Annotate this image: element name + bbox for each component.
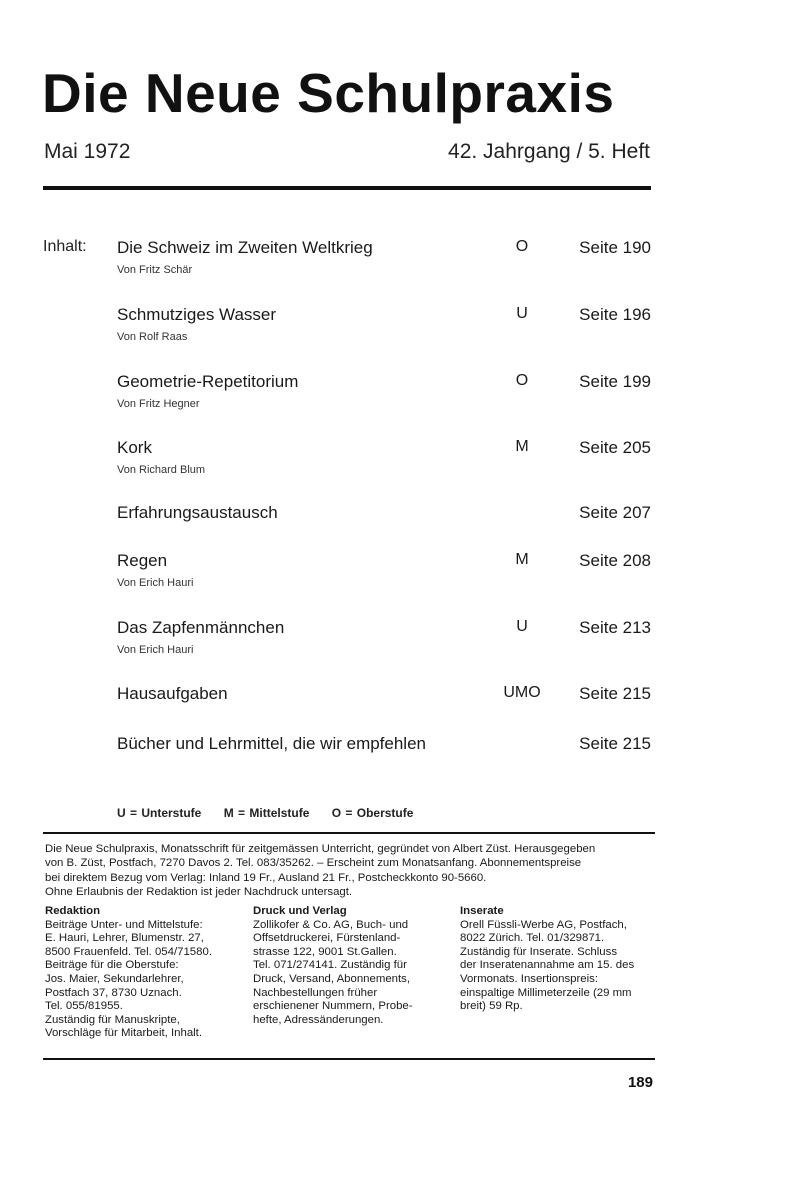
inserate-line: breit) 59 Rp. xyxy=(460,1000,523,1013)
inserate-line: 8022 Zürich. Tel. 01/329871. xyxy=(460,932,605,945)
toc-entry-level: U xyxy=(516,305,528,322)
toc-entry-title: Das Zapfenmännchen xyxy=(117,618,285,637)
toc-entry-author: Von Rolf Raas xyxy=(117,331,188,343)
redaktion-line: Beiträge für die Oberstufe: xyxy=(45,959,179,972)
toc-entry-title: Schmutziges Wasser xyxy=(117,305,277,324)
inserate-line: einspaltige Millimeterzeile (29 mm xyxy=(460,986,632,999)
verlag-column xyxy=(253,905,413,1027)
redaktion-line: Jos. Maier, Sekundarlehrer, xyxy=(45,972,184,985)
toc-entry xyxy=(117,372,651,416)
toc-entry-page: Seite 208 xyxy=(579,551,651,570)
toc-entry-title: Regen xyxy=(117,551,168,570)
redaktion-line: Beiträge Unter- und Mittelstufe: xyxy=(45,918,203,931)
legend-oberstufe: O = Oberstufe xyxy=(331,806,414,820)
toc-entry-title: Geometrie-Repetitorium xyxy=(117,372,299,391)
toc-entry-page: Seite 196 xyxy=(579,305,651,324)
toc-entry-level: U xyxy=(516,618,528,635)
toc-entry-page: Seite 213 xyxy=(579,618,651,637)
toc-label: Inhalt: xyxy=(43,238,87,255)
redaktion-line: 8500 Frauenfeld. Tel. 054/71580. xyxy=(45,945,212,958)
redaktion-line: Tel. 055/81955. xyxy=(45,1000,123,1013)
header-divider xyxy=(43,186,651,190)
toc-entry-title: Erfahrungsaustausch xyxy=(117,503,278,522)
verlag-line: Zollikofer & Co. AG, Buch- und xyxy=(253,918,409,931)
toc-entry xyxy=(117,684,651,728)
verlag-line: Offsetdruckerei, Fürstenland- xyxy=(253,932,401,945)
toc-entry xyxy=(117,305,651,349)
inserate-heading: Inserate xyxy=(460,905,504,917)
imprint-divider-top xyxy=(43,832,655,834)
verlag-line: Druck, Versand, Abonnements, xyxy=(253,972,411,985)
inserate-column xyxy=(460,905,634,1014)
toc-entry-title: Die Schweiz im Zweiten Weltkrieg xyxy=(117,238,373,257)
toc-entry-page: Seite 199 xyxy=(579,372,651,391)
toc-entry xyxy=(117,734,651,778)
verlag-line: erschienener Nummern, Probe- xyxy=(253,1000,413,1013)
imprint-line: bei direktem Bezug vom Verlag: Inland 19 Fr., Ausland 21 Fr., Postcheckkonto 90-5660. xyxy=(45,871,487,884)
inserate-line: der Inseratenannahme am 15. des xyxy=(460,959,635,972)
issue-volume: 42. Jahrgang / 5. Heft xyxy=(448,140,650,163)
verlag-line: Tel. 071/274141. Zuständig für xyxy=(253,959,407,972)
toc-entry-title: Bücher und Lehrmittel, die wir empfehlen xyxy=(117,734,426,753)
imprint-divider-bottom xyxy=(43,1058,655,1060)
toc-entry-level: UMO xyxy=(503,684,541,701)
toc-entry xyxy=(117,503,651,547)
toc-entry xyxy=(117,551,651,595)
imprint-line: Ohne Erlaubnis der Redaktion ist jeder Nachdruck untersagt. xyxy=(45,886,353,899)
toc-entry xyxy=(117,618,651,662)
imprint-line: Die Neue Schulpraxis, Monatsschrift für zeitgemässen Unterricht, gegründet von Albert Züst. Herausgegeben xyxy=(45,843,596,855)
toc-entry-page: Seite 190 xyxy=(579,238,651,257)
redaktion-column xyxy=(45,905,212,1041)
toc-entry-level: M xyxy=(515,438,529,455)
toc-entry-title: Hausaufgaben xyxy=(117,684,228,703)
redaktion-line: Vorschläge für Mitarbeit, Inhalt. xyxy=(45,1027,203,1040)
redaktion-heading: Redaktion xyxy=(45,905,101,917)
verlag-line: hefte, Adressänderungen. xyxy=(253,1013,384,1026)
legend-unterstufe: U = Unterstufe xyxy=(117,806,202,820)
toc-entry-level: O xyxy=(515,238,529,255)
issue-date: Mai 1972 xyxy=(44,140,131,163)
toc-entry-author: Von Erich Hauri xyxy=(117,644,194,656)
toc-entry-title: Kork xyxy=(117,438,152,457)
inserate-line: Vormonats. Insertionspreis: xyxy=(460,972,599,985)
toc-entry xyxy=(117,438,651,482)
toc-entry-author: Von Richard Blum xyxy=(117,464,206,476)
redaktion-line: E. Hauri, Lehrer, Blumenstr. 27, xyxy=(45,932,204,945)
toc-entry-author: Von Fritz Hegner xyxy=(117,398,200,410)
level-legend xyxy=(117,806,431,820)
page-number: 189 xyxy=(627,1074,653,1091)
toc-entry-author: Von Erich Hauri xyxy=(117,577,194,589)
magazine-title: Die Neue Schulpraxis xyxy=(42,62,615,124)
redaktion-line: Postfach 37, 8730 Uznach. xyxy=(45,986,182,999)
toc-entry-page: Seite 207 xyxy=(579,503,651,522)
toc-entry-level: M xyxy=(515,551,529,568)
redaktion-line: Zuständig für Manuskripte, xyxy=(45,1013,180,1026)
inserate-line: Orell Füssli-Werbe AG, Postfach, xyxy=(460,918,627,931)
verlag-line: strasse 122, 9001 St.Gallen. xyxy=(253,945,397,958)
inserate-line: Zuständig für Inserate. Schluss xyxy=(460,945,618,958)
toc-entry-page: Seite 215 xyxy=(579,734,651,753)
toc-entry-page: Seite 215 xyxy=(579,684,651,703)
verlag-heading: Druck und Verlag xyxy=(253,905,347,917)
legend-mittelstufe: M = Mittelstufe xyxy=(223,806,310,820)
toc-entry-level: O xyxy=(515,372,529,389)
toc-entry-page: Seite 205 xyxy=(579,438,651,457)
imprint-line: von B. Züst, Postfach, 7270 Davos 2. Tel. 083/35262. – Erscheint zum Monatsanfang. Abonnementspreise xyxy=(45,857,582,870)
verlag-line: Nachbestellungen früher xyxy=(253,986,378,999)
imprint-text xyxy=(45,842,655,900)
toc-entry xyxy=(117,238,651,282)
toc-entry-author: Von Fritz Schär xyxy=(117,264,193,276)
